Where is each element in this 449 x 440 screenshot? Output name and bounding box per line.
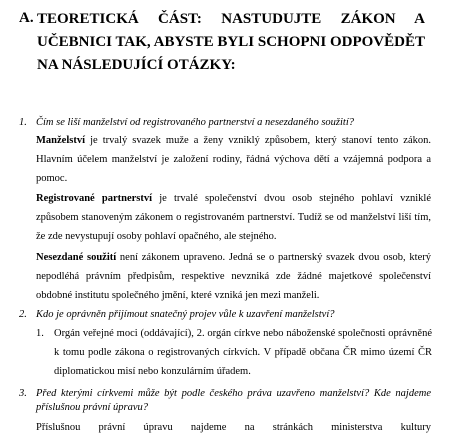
question-number: 2. (19, 309, 27, 320)
answer-term: Nesezdané soužití (36, 252, 117, 263)
answer-text: není zákonem upraveno. Jedná se o partnerský svazek dvou osob, který nepodléhá právním předpisům, respektive nevzniká zde žádné majetkové společenství obdobné institutu společného jmění, které vzniká jen mezi manželi. (36, 252, 431, 301)
answer-paragraph-manzelstvi (36, 131, 431, 188)
answer-paragraph-nesezdane-souziti (36, 248, 431, 305)
answer-text: je trvalý svazek muže a ženy vzniklý způsobem, který stanoví tento zákon. Hlavním účelem manželství je založení rodiny, řádná výchova dětí a vzájemná podpora a pomoc. (36, 135, 431, 184)
answer-paragraph-registrovane-partnerstvi (36, 189, 431, 246)
section-letter: A. (19, 10, 34, 26)
heading-line-2: UČEBNICI TAK, ABYSTE BYLI SCHOPNI ODPOVĚDĚT (37, 34, 425, 50)
sub-item-number: 1. (36, 328, 44, 339)
sub-item-text: Orgán veřejné moci (oddávající), 2. orgán církve nebo náboženské společnosti oprávněné k tomu podle zákona o registrovaných církvích. V případě občana ČR mimo území ČR diplomatickou misí nebo konzulárním úřadem. (54, 328, 432, 377)
question-text: Čím se liší manželství od registrovaného partnerství a nesezdaného soužití? (36, 117, 354, 128)
answer-term: Registrované partnerství (36, 193, 153, 204)
answer-text: je trvalé společenství dvou osob stejného pohlaví vzniklé způsobem stanoveným zákonem o registrovaném partnerství. Tudíž se od manželství liší tím, že zde nevystupují osoby pohlaví opačného, ale stejného. (36, 193, 431, 242)
answer-paragraph-start: Příslušnou právní úpravu najdeme na stránkách ministerstva kultury (36, 422, 431, 433)
answer-term: Manželství (36, 135, 85, 146)
question-text: Kdo je oprávněn přijímout snatečný projev vůle k uzavření manželství? (36, 309, 335, 320)
heading-line-3: NA NÁSLEDUJÍCÍ OTÁZKY: (37, 57, 236, 73)
question-text: Před kterými církvemi může být podle českého práva uzavřeno manželství? Kde najdeme příslušnou právní úpravu? (36, 388, 431, 413)
question-number: 1. (19, 117, 27, 128)
heading-line-1: TEORETICKÁ ČÁST: NASTUDUJTE ZÁKON A (37, 11, 425, 27)
question-number: 3. (19, 388, 27, 399)
